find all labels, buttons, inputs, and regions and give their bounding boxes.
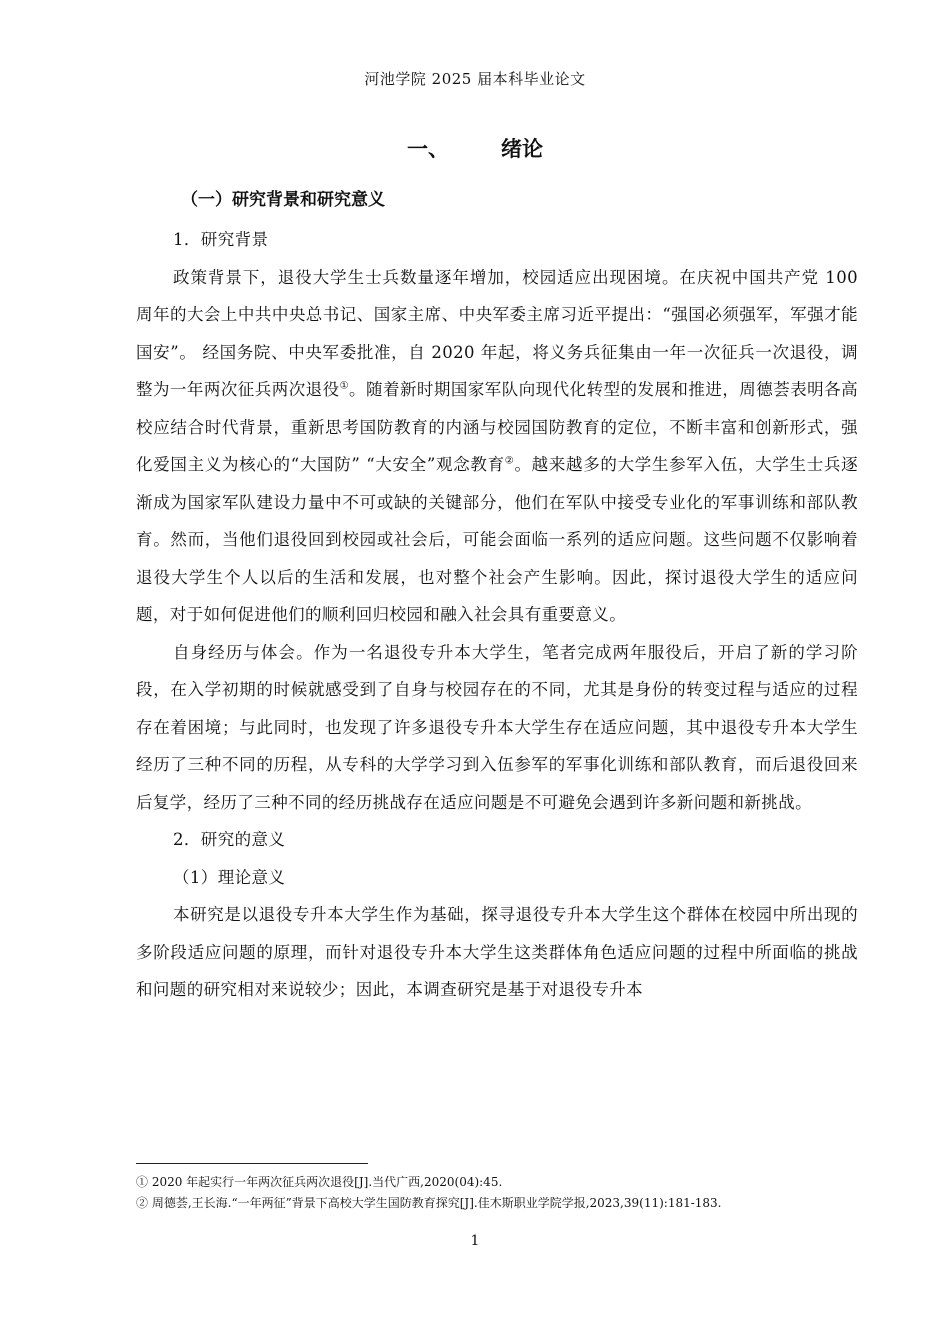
subsection-heading-theoretical: （1）理论意义: [173, 867, 286, 887]
footnote-marker-2[interactable]: ②: [504, 455, 515, 467]
footnote-divider: [136, 1163, 368, 1164]
paragraph-personal-experience: 自身经历与体会。作为一名退役专升本大学生，笔者完成两年服役后，开启了新的学习阶段，在入学初期的时候就感受到了自身与校园存在的不同，尤其是身份的转变过程与适应的过程存在着困境；与此同时，也发现了许多退役专升本大学生存在适应问题，其中退役专升本大学生经历了三种不同的历程，从专科的大学学习到入伍参军的军事化训练和部队教育，而后退役回来后复学，经历了三种不同的经历挑战存在适应问题是不可避免会遇到许多新问题和新挑战。: [136, 642, 858, 812]
chapter-heading: [0, 133, 950, 163]
paragraph-text: 政策背景下，退役大学生士兵数量逐年增加，校园适应出现困境。在庆祝中国共产党 100 周年的大会上中共中央总书记、国家主席、中央军委主席习近平提出：“强国必须强军，军强才能国安”。 经国务院、中央军委批准，自 2020 年起，将义务兵征集由一年一次征兵一次退役，调整为一年两次征兵两次退役: [136, 267, 858, 399]
subsection-heading-significance: 2．研究的意义: [173, 830, 286, 849]
paragraph-text: 。随着新时期国家军队向现代化转型的发展和推进，周德荟表明各高校应结合时代背景，重新思考国防教育的内涵与校园国防教育的定位，不断丰富和创新形式，强化爱国主义为核心的“大国防” “大安全”观念教育: [136, 380, 858, 474]
body-text: [136, 221, 858, 1009]
footnote-marker-1[interactable]: ①: [339, 380, 350, 392]
footnote-1: ① 2020 年起实行一年两次征兵两次退役[J].当代广西,2020(04):45.: [136, 1175, 503, 1189]
paragraph-theoretical-significance: 本研究是以退役专升本大学生作为基础，探寻退役专升本大学生这个群体在校园中所出现的多阶段适应问题的原理，而针对退役专升本大学生这类群体角色适应问题的过程中所面临的挑战和问题的研究相对来说较少；因此，本调查研究是基于对退役专升本: [136, 905, 858, 999]
section-heading: （一）研究背景和研究意义: [181, 190, 385, 210]
chapter-title: 绪论: [501, 137, 543, 161]
footnote-2: ② 周德荟,王长海.“一年两征”背景下高校大学生国防教育探究[J].佳木斯职业学院学报,2023,39(11):181-183.: [136, 1196, 722, 1210]
chapter-number: 一、: [407, 137, 449, 161]
footnotes: [136, 1172, 876, 1214]
paragraph-text: 。越来越多的大学生参军入伍，大学生士兵逐渐成为国家军队建设力量中不可或缺的关键部分，他们在军队中接受专业化的军事训练和部队教育。然而，当他们退役回到校园或社会后，可能会面临一系列的适应问题。这些问题不仅影响着退役大学生个人以后的生活和发展，也对整个社会产生影响。因此，探讨退役大学生的适应问题，对于如何促进他们的顺利回归校园和融入社会具有重要意义。: [136, 455, 858, 624]
page-number: 1: [470, 1233, 480, 1249]
subsection-heading-background: 1．研究背景: [173, 230, 269, 249]
running-header: 河池学院 2025 届本科毕业论文: [364, 70, 586, 88]
paragraph-policy-background: [136, 259, 858, 634]
